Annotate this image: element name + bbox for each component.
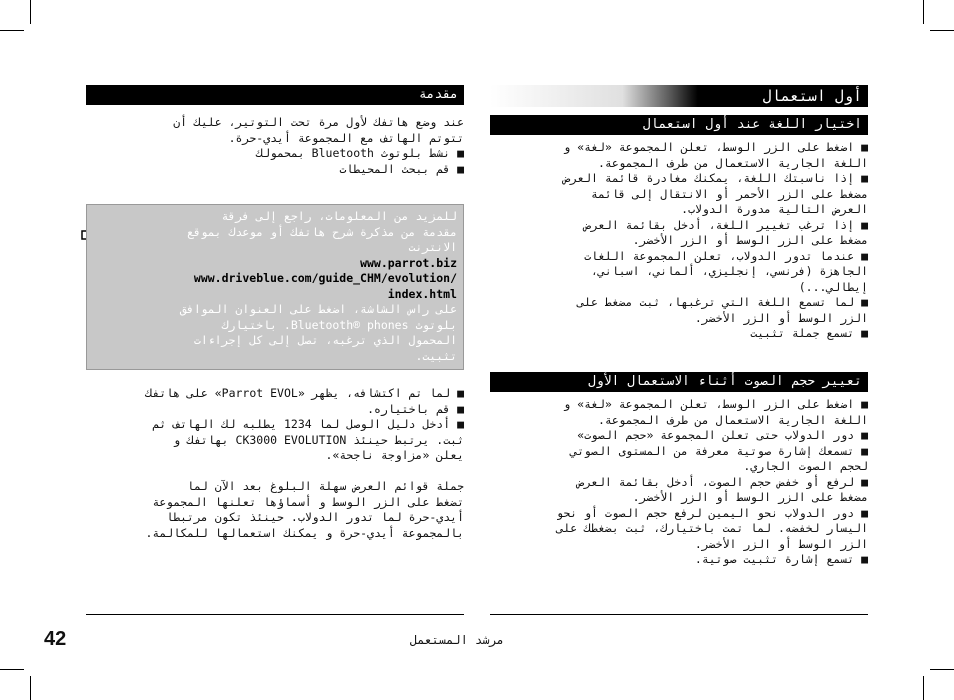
text-line: مقدمة من مذكرة شرح هاتفك أو موعدك بموقع bbox=[186, 224, 457, 239]
text-line: مضغط على الزر الوسط أو الزر الأخضر. bbox=[632, 233, 868, 247]
text-line: ■ عندما تدور الدولاب، تعلن المجموعة اللغات bbox=[584, 248, 868, 263]
section-body bbox=[490, 397, 868, 568]
text-line: ■ نشط بلوتوث Bluetooth بمحمولك bbox=[256, 146, 464, 160]
text-line: بالمجموعة أيدي-حرة و يمكنك استعمالها للمكالمة. bbox=[145, 525, 464, 540]
text-line: الزر الوسط أو الزر الأخضر. bbox=[694, 536, 868, 551]
text-line: عند وضع هاتفك لأول مرة تحت التوتير، عليك أن bbox=[173, 115, 464, 129]
text-line: ثبت. يرتبط حينئذ CK3000 EVOLUTION بهاتفك و bbox=[173, 432, 464, 447]
text-line: اللغة الجارية الاستعمال من طرف المجموعة. bbox=[597, 412, 868, 427]
text-line: ■ إذا ناسبتك اللغة، يمكنك مغادرة قائمة العرض bbox=[563, 171, 868, 185]
url-link[interactable]: index.html bbox=[387, 286, 457, 301]
crop-mark bbox=[923, 676, 924, 700]
footer-title: مرشد المستعمل bbox=[410, 633, 504, 647]
crop-mark bbox=[0, 30, 24, 31]
text-line: على راس الشاشة، اضغط على العنوان الموافق bbox=[180, 302, 457, 316]
text-line: العرض التالية مدورة الدولاب. bbox=[681, 202, 868, 216]
intro-text bbox=[86, 115, 464, 177]
text-line: ■ دور الدولاب نحو اليمين لرفع حجم الصوت أو نحو bbox=[556, 505, 868, 520]
section-heading: اختيار اللغة عند أول استعمال bbox=[490, 115, 868, 135]
page-number: 42 bbox=[44, 628, 67, 650]
text-line: للمزيد من المعلومات، راجع إلى فرقة bbox=[221, 209, 457, 223]
crop-mark bbox=[923, 0, 924, 24]
text-line: مضغط على الزر الأحمر أو الانتقال إلى قائمة bbox=[591, 186, 868, 201]
text-line: ■ تسمعك إشارة صوتية معرفة من المستوى الصوتي bbox=[570, 443, 868, 458]
text-line: ■ لما تم اكتشافه، يظهر «Parrot EVOL» على هاتفك bbox=[145, 386, 464, 400]
text-line: اللغة الجارية الاستعمال من طرف المجموعة. bbox=[597, 155, 868, 170]
url-link[interactable]: www.driveblue.com/guide_CHM/evolution/ bbox=[193, 271, 457, 285]
crop-mark bbox=[30, 676, 31, 700]
pairing-text bbox=[86, 386, 464, 541]
text-line: ■ دور الدولاب حتى تعلن المجموعة «حجم الصوت» bbox=[577, 428, 868, 442]
text-line: تتوتم الهاتف مع المجموعة أيدي-حرة. bbox=[228, 130, 464, 145]
divider bbox=[86, 614, 464, 615]
info-box bbox=[86, 204, 464, 370]
text-line: تضغط على الزر الوسط و أسماؤها تعلنها المجموعة bbox=[152, 494, 464, 509]
text-line: المحمول الذي ترغبه، تصل إلى كل إجراءات bbox=[193, 333, 457, 347]
crop-mark bbox=[30, 0, 31, 24]
text-line: ■ تسمع جملة تثبيت bbox=[750, 326, 868, 340]
text-line: جملة قوائم العرض سهلة البلوغ بعد الآن لما bbox=[187, 479, 464, 493]
text-line: ■ اضغط على الزر الوسط، تعلن المجموعة «لغة» و bbox=[563, 140, 868, 154]
crop-mark bbox=[0, 669, 24, 670]
text-line: ■ قم باختياره. bbox=[367, 401, 464, 416]
section-heading: مقدمة bbox=[86, 85, 464, 105]
divider bbox=[490, 614, 868, 615]
crop-mark bbox=[930, 669, 954, 670]
section-heading: تعيير حجم الصوت أثناء الاستعمال الأول bbox=[490, 372, 868, 392]
text-line bbox=[86, 464, 464, 480]
text-line: لحجم الصوت الجاري. bbox=[743, 459, 868, 473]
crop-mark bbox=[930, 30, 954, 31]
text-line: الزر الوسط أو الزر الأخضر. bbox=[694, 310, 868, 325]
text-line: ■ تسمع إشارة تثبيت صوتية. bbox=[694, 552, 868, 566]
text-line: ■ لرفع أو خفض حجم الصوت، أدخل بقائمة العرض bbox=[577, 474, 868, 489]
text-line: يعلن «مزاوجة ناجحة». bbox=[325, 448, 464, 462]
text-line: اليسار لخفضه. لما تمت باختيارك، ثبت بضغطك على bbox=[556, 521, 868, 535]
text-line: تثبيت. bbox=[415, 348, 457, 363]
text-line: ■ اضغط على الزر الوسط، تعلن المجموعة «لغة» و bbox=[563, 397, 868, 411]
text-line: ■ إذا ترغب تغيير اللغة، أدخل بقائمة العرض bbox=[584, 217, 868, 232]
url-link[interactable]: www.parrot.biz bbox=[360, 255, 457, 270]
text-line: أيدي-حرة لما تدور الدولاب. حينئذ تكون مرتبطا bbox=[166, 510, 464, 524]
text-line: الانترنت bbox=[408, 240, 457, 254]
section-body bbox=[490, 140, 868, 342]
text-line: ■ قم ببحث المحيطات bbox=[339, 161, 464, 176]
text-line: مضغط على الزر الوسط أو الزر الأخضر. bbox=[632, 490, 868, 504]
text-line: بلوتوث Bluetooth® phones. باختيارك bbox=[221, 317, 457, 332]
text-line: ■ أدخل دليل الوصل لما 1234 يطلبه لك الهاتف ثم bbox=[152, 417, 464, 431]
text-line: الجاهزة (فرنسي، إنجليزي، ألماني، اسباني، bbox=[591, 264, 868, 278]
text-line: إيطالي...) bbox=[798, 279, 868, 294]
text-line: ■ لما تسمع اللغة التي ترغبها، ثبت مضغط على bbox=[577, 295, 868, 309]
page-title: أول استعمال bbox=[490, 85, 868, 107]
